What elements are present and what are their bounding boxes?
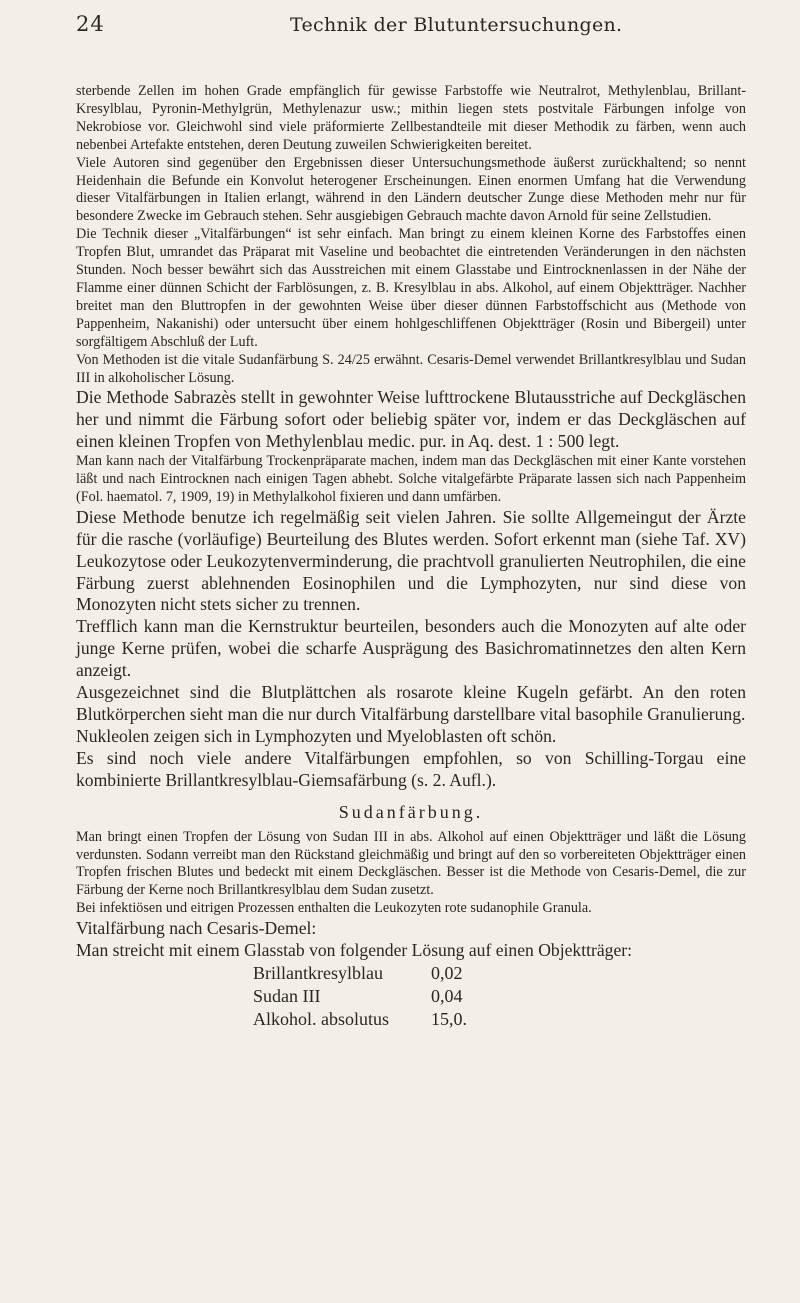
paragraph-sudan-method: Man bringt einen Tropfen der Lösung von Sudan III in abs. Alkohol auf einen Objektträger und läßt die Lösung verdunsten. Sodann verreibt man den Rückstand gleichmäßig und bringt auf den so vorbereiteten Objektträger einen Tropfen frischen Blutes und bedeckt mit einem Deckgläschen. Besser ist die Methode von Cesaris-Demel, die zur Färbung der Kerne noch Brillantkresylblau dem Sudan zusetzt. — [76, 828, 746, 899]
recipe-row — [253, 985, 746, 1008]
paragraph-recommendation: Diese Methode benutze ich regelmäßig seit vielen Jahren. Sie sollte Allgemeingut der Ärzte für die rasche (vorläufige) Beurteilung des Blutes werden. Sofort erkennt man (siehe Taf. XV) Leukozytose oder Leukozytenverminderung, die prachtvoll granulierten Neutrophilen, die eine Färbung zuerst ablehnenden Eosinophilen und die Lymphozyten, nur sind diese von Monozyten nicht stets sicher zu trennen. — [76, 506, 746, 615]
ingredient-name: Sudan III — [253, 985, 321, 1006]
paragraph-other-stains: Es sind noch viele andere Vitalfärbungen empfohlen, so von Schilling-Torgau eine kombinierte Brillantkresylblau-Giemsafärbung (s. 2. Aufl.). — [76, 747, 746, 790]
paragraph-platelets: Ausgezeichnet sind die Blutplättchen als rosarote kleine Kugeln gefärbt. An den roten Blutkörperchen sieht man die nur durch Vitalfärbung darstellbare vital basophile Granulierung. — [76, 682, 746, 724]
recipe-row — [253, 1008, 746, 1031]
paragraph-sudanophile: Bei infektiösen und eitrigen Prozessen enthalten die Leukozyten rote sudanophile Granula. — [76, 900, 592, 917]
paragraph-dry-preparations: Man kann nach der Vitalfärbung Trockenpräparate machen, indem man das Deckgläschen mit einer Kante vorstehen läßt und nach Eintrocknen nach einigen Tagen abhebt. Solche vitalgefärbte Präparate lassen sich nach Pappenheim (Fol. haematol. 7, 1909, 19) in Methylalkohol fixieren und dann umfärben. — [76, 453, 746, 505]
recipe-row — [253, 962, 746, 985]
paragraph-vital-intro: sterbende Zellen im hohen Grade empfänglich für gewisse Farbstoffe wie Neutralrot, Methylenblau, Brillant-Kresylblau, Pyronin-Methylgrün, Methylenazur usw.; mithin liegen stets postvitale Färbungen infolge von Nekrobiose vor. Gleichwohl sind viele präformierte Zellbestandteile mit dieser Methodik zu färben, wenn auch nebenbei Artefakte entstehen, deren Deutung zuweilen Schwierigkeiten bereitet. — [76, 83, 746, 153]
page-header — [76, 0, 744, 56]
paragraph-technique: Die Technik dieser „Vitalfärbungen“ ist sehr einfach. Man bringt zu einem kleinen Korne des Farbstoffes einen Tropfen Blut, umrandet das Präparat mit Vaseline und beobachtet die eintretenden Veränderungen in den nächsten Stunden. Noch besser bewährt sich das Ausstreichen mit einem Glasstabe und Eintrocknenlassen in der Nähe der Flamme einer dünnen Schicht der Farblösungen, z. B. Kresylblau in abs. Alkohol, auf einem Objektträger. Nachher breitet man den Bluttropfen in der gewohnten Weise über dieser dünnen Farbstoffschicht aus (Methode von Pappenheim, Nakanishi) oder untersucht über einem hohlgeschliffenen Objektträger (Rosin und Bibergeil) unter sorgfältigem Abschluß der Luft. — [76, 226, 746, 350]
page-body — [76, 83, 746, 1031]
ingredient-amount: 0,02 — [431, 962, 463, 983]
section-heading: Sudanfärbung. — [338, 801, 484, 822]
recipe-list — [253, 962, 746, 1031]
ingredient-amount: 0,04 — [431, 985, 463, 1006]
running-title: Technik der Blutuntersuchungen. — [290, 14, 623, 36]
paragraph-nuclear-structure: Trefflich kann man die Kernstruktur beurteilen, besonders auch die Monozyten auf alte oder junge Kerne prüfen, wobei die scharfe Ausprägung des Basichromatinnetzes den alten Kern anzeigt. — [76, 616, 746, 681]
paragraph-authors: Viele Autoren sind gegenüber den Ergebnissen dieser Untersuchungsmethode äußerst zurückhaltend; so nennt Heidenhain die Befunde ein Konvolut heterogener Erscheinungen. Einen enormen Umfang hat die Verwendung dieser Vitalfärbungen in Italien erlangt, während in den Ländern deutscher Zunge diese Methoden mehr nur für besondere Zwecke im Gebrauch stehen. Sehr ausgiebigen Gebrauch machte davon Arnold für seine Zellstudien. — [76, 154, 746, 225]
paragraph-methods: Von Methoden ist die vitale Sudanfärbung S. 24/25 erwähnt. Cesaris-Demel verwendet Brillantkresylblau und Sudan III in alkoholischer Lösung. — [76, 351, 746, 386]
paragraph-sabrazes-method: Die Methode Sabrazès stellt in gewohnter Weise lufttrockene Blutausstriche auf Deckgläschen her und nimmt die Färbung sofort oder beliebig später vor, indem er das Deckgläschen auf einen kleinen Tropfen von Methylenblau medic. pur. in Aq. dest. 1 : 500 legt. — [76, 387, 746, 452]
ingredient-name: Brillantkresylblau — [253, 962, 383, 983]
subheading-cesaris-demel: Vitalfärbung nach Cesaris-Demel: — [76, 918, 317, 939]
ingredient-amount: 15,0. — [431, 1008, 467, 1029]
ingredient-name: Alkohol. absolutus — [253, 1008, 390, 1029]
paragraph-solution-intro: Man streicht mit einem Glasstab von folgender Lösung auf einen Objektträger: — [76, 940, 632, 961]
paragraph-nucleoli: Nukleolen zeigen sich in Lymphozyten und Myeloblasten oft schön. — [76, 725, 557, 746]
page-number: 24 — [76, 12, 105, 36]
